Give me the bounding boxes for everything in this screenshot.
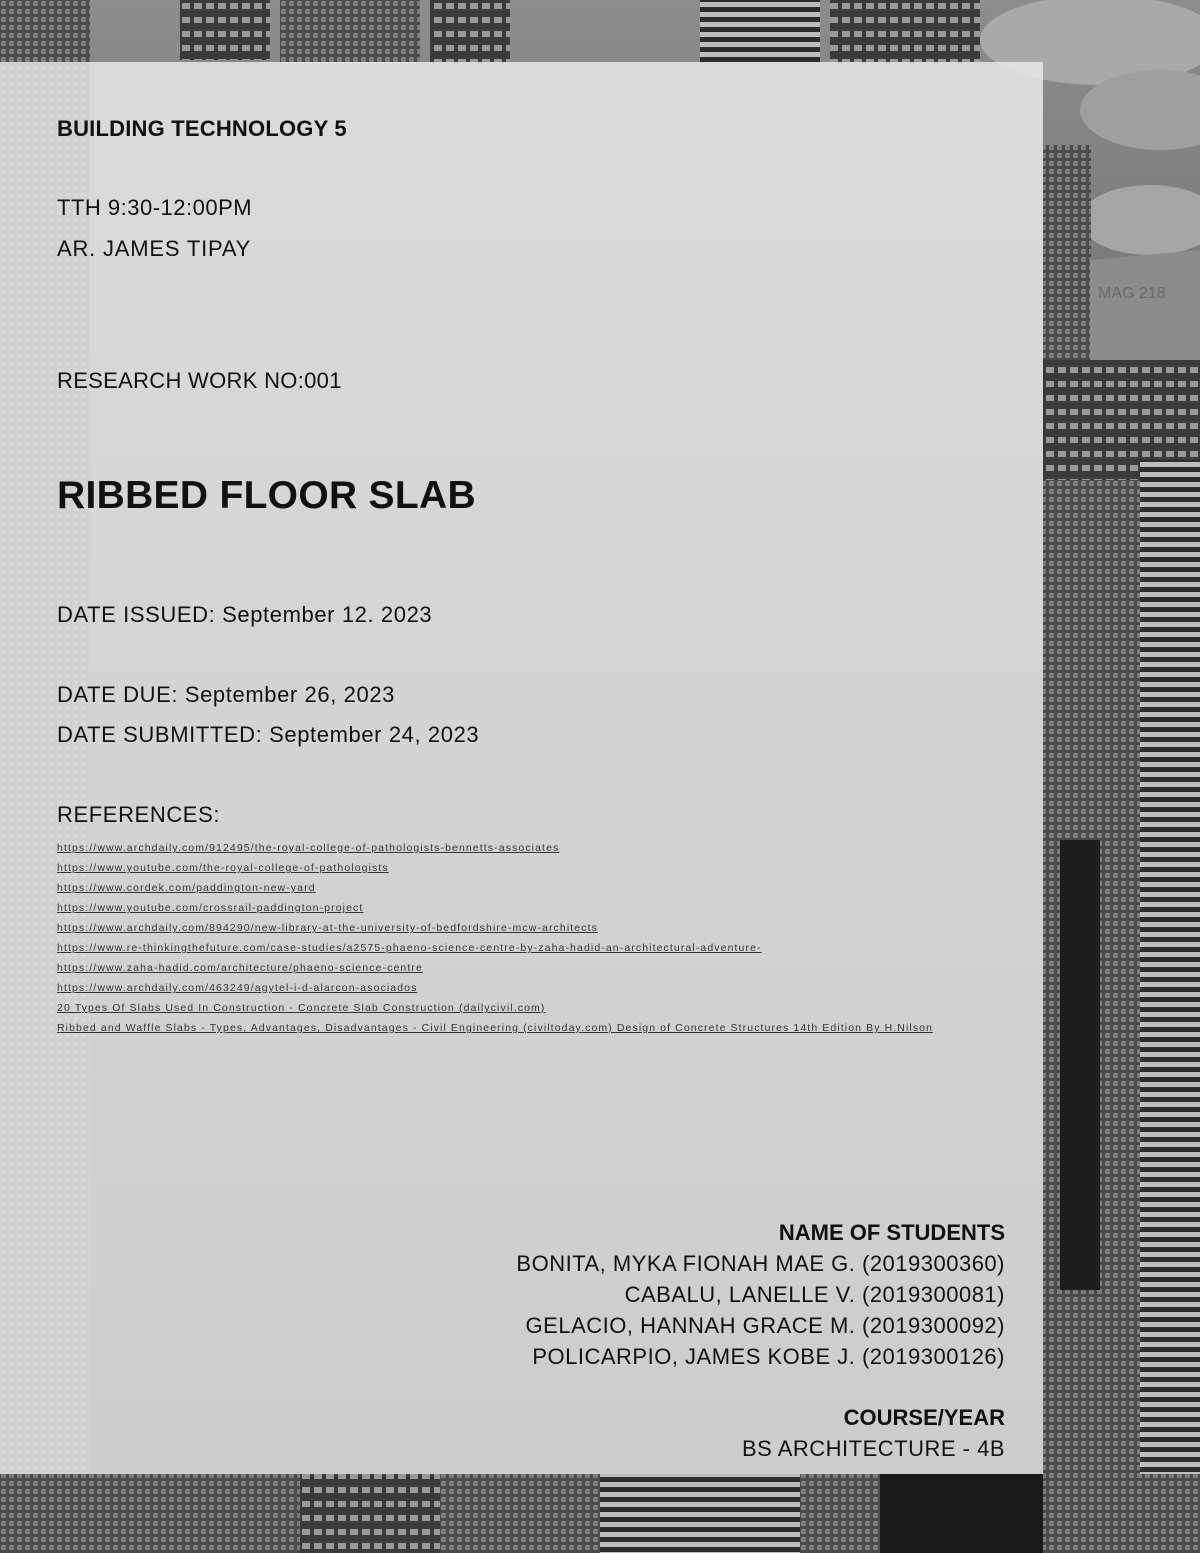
course-year-value: BS ARCHITECTURE - 4B xyxy=(741,1436,1005,1461)
date-due xyxy=(57,682,395,708)
date-due-label: DATE DUE: xyxy=(57,682,185,707)
date-submitted-label: DATE SUBMITTED: xyxy=(57,722,270,747)
document-title: RIBBED FLOOR SLAB xyxy=(57,474,476,517)
date-issued-label: DATE ISSUED: xyxy=(57,602,223,627)
course-year-heading: COURSE/YEAR xyxy=(843,1405,1005,1430)
student-name: GELACIO, HANNAH GRACE M. (2019300092) xyxy=(525,1313,1005,1338)
date-submitted-value: September 24, 2023 xyxy=(269,722,480,747)
reference-link[interactable]: 20 Types Of Slabs Used In Construction - Concrete Slab Construction (dailycivil.com) xyxy=(57,1002,546,1014)
reference-link[interactable]: https://www.archdaily.com/463249/agytel-i-d-alarcon-asociados xyxy=(57,982,418,994)
reference-link[interactable]: https://www.archdaily.com/912495/the-royal-college-of-pathologists-bennetts-associates xyxy=(57,842,560,854)
instructor-name: AR. JAMES TIPAY xyxy=(57,236,252,261)
reference-link[interactable]: https://www.youtube.com/crossrail-paddington-project xyxy=(57,902,364,914)
reference-link[interactable]: https://www.youtube.com/the-royal-college-of-pathologists xyxy=(57,862,389,874)
reference-link[interactable]: Ribbed and Waffle Slabs - Types, Advantages, Disadvantages - Civil Engineering (civiltoday.com) Design of Concrete Structures 14th Edition By H.Nilson xyxy=(57,1022,934,1034)
reference-link[interactable]: https://www.re-thinkingthefuture.com/case-studies/a2575-phaeno-science-centre-by-zaha-hadid-an-architectural-adventure- xyxy=(57,942,762,954)
reference-link[interactable]: https://www.cordek.com/paddington-new-yard xyxy=(57,882,316,894)
date-issued xyxy=(57,602,432,628)
references-list xyxy=(57,842,933,1042)
date-submitted xyxy=(57,722,479,748)
reference-link[interactable]: https://www.archdaily.com/894290/new-library-at-the-university-of-bedfordshire-mcw-architects xyxy=(57,922,598,934)
references-heading: REFERENCES: xyxy=(57,802,221,827)
building-sign: MAG 218 xyxy=(1098,285,1166,302)
students-block xyxy=(516,1220,1005,1467)
student-name: BONITA, MYKA FIONAH MAE G. (2019300360) xyxy=(516,1251,1005,1276)
date-issued-value: September 12. 2023 xyxy=(222,602,433,627)
date-due-value: September 26, 2023 xyxy=(184,682,395,707)
students-heading: NAME OF STUDENTS xyxy=(778,1220,1005,1245)
student-name: POLICARPIO, JAMES KOBE J. (2019300126) xyxy=(532,1344,1005,1369)
research-work-number: RESEARCH WORK NO:001 xyxy=(57,368,342,393)
class-schedule: TTH 9:30-12:00PM xyxy=(57,195,253,220)
reference-link[interactable]: https://www.zaha-hadid.com/architecture/phaeno-science-centre xyxy=(57,962,423,974)
student-name: CABALU, LANELLE V. (2019300081) xyxy=(624,1282,1005,1307)
course-title: BUILDING TECHNOLOGY 5 xyxy=(57,116,347,141)
